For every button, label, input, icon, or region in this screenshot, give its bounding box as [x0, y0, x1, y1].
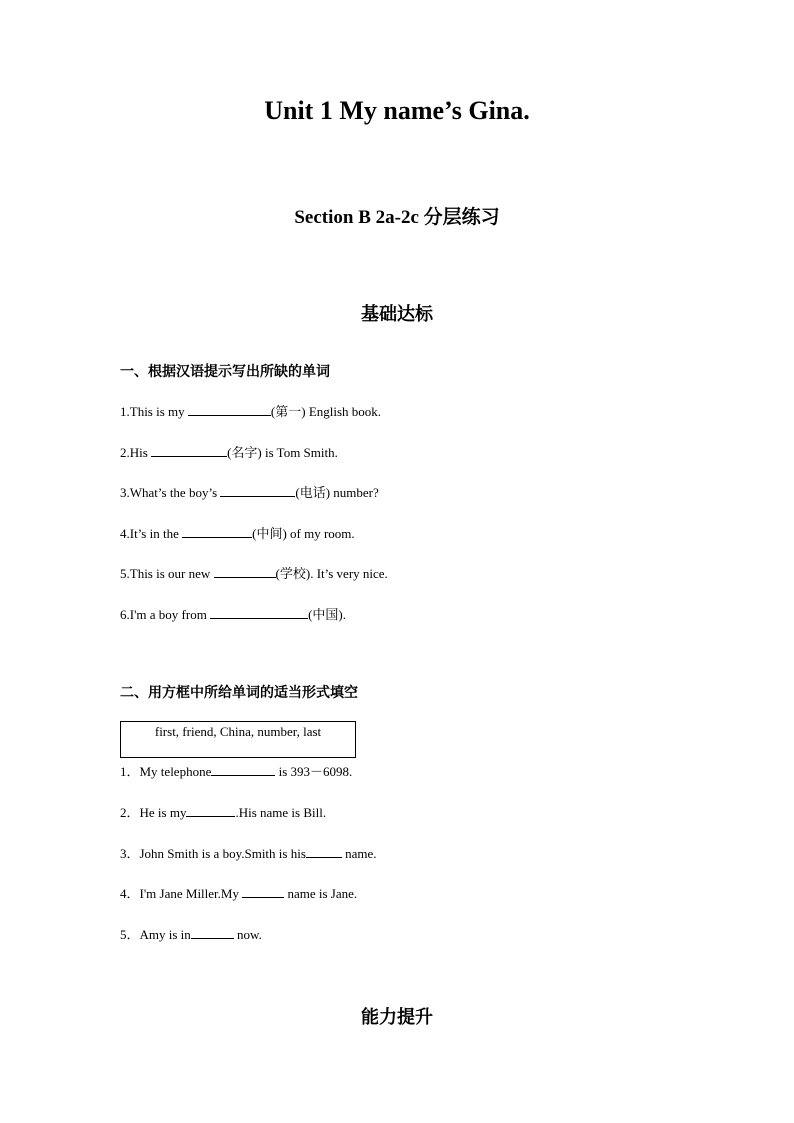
exercise-line [120, 883, 357, 902]
exercise-line [120, 401, 381, 420]
page-title: Unit 1 My name’s Gina. [264, 96, 530, 125]
exercise-text-before: 5.This is our new [120, 566, 214, 581]
exercise-text-before: 5．Amy is in [120, 927, 191, 942]
exercise-text-before: 2.His [120, 445, 152, 460]
exercise-line [120, 563, 388, 582]
answer-blank[interactable] [182, 524, 252, 538]
page-subtitle: Section B 2a-2c 分层练习 [294, 207, 500, 228]
exercise-text-after: (第一) English book. [270, 404, 382, 419]
exercise-line [120, 843, 377, 862]
exercise-line [120, 924, 262, 943]
answer-blank[interactable] [151, 443, 227, 457]
exercise-line [120, 442, 338, 461]
exercise-text-after: is 393－6098. [275, 764, 353, 779]
exercise-line [120, 482, 379, 501]
exercise-line [120, 802, 326, 821]
exercise-text-after: name is Jane. [284, 886, 358, 901]
exercise-text-after: .His name is Bill. [235, 805, 327, 820]
exercise-text-after: (电话) number? [295, 485, 379, 500]
exercise-text-before: 6.I'm a boy from [120, 607, 211, 622]
exercise-text-after: name. [341, 846, 377, 861]
exercise-text-after: (中间) of my room. [252, 526, 355, 541]
exercise-line [120, 523, 355, 542]
exercise-text-before: 3．John Smith is a boy.Smith is his [120, 846, 306, 861]
exercise-text-before: 1.This is my [120, 404, 188, 419]
exercise-line [120, 761, 352, 780]
exercise-text-before: 2．He is my [120, 805, 187, 820]
exercise-text-before: 3.What’s the boy’s [120, 485, 221, 500]
exercise-text-after: (学校). It’s very nice. [275, 566, 388, 581]
answer-blank[interactable] [220, 483, 295, 497]
answer-blank[interactable] [306, 844, 342, 858]
level-advanced-heading: 能力提升 [361, 1007, 433, 1027]
answer-blank[interactable] [186, 803, 235, 817]
answer-blank[interactable] [211, 762, 275, 776]
answer-blank[interactable] [242, 884, 284, 898]
exercise-text-after: (名字) is Tom Smith. [227, 445, 338, 460]
level-basic-heading: 基础达标 [361, 304, 433, 324]
exercise-text-before: 1．My telephone [120, 764, 212, 779]
word-box: first, friend, China, number, last [120, 721, 356, 758]
section2-heading: 二、用方框中所给单词的适当形式填空 [120, 686, 358, 701]
exercise-text-after: (中国). [308, 607, 346, 622]
answer-blank[interactable] [214, 564, 276, 578]
section1-heading: 一、根据汉语提示写出所缺的单词 [120, 365, 330, 380]
exercise-line [120, 604, 346, 623]
exercise-text-before: 4．I'm Jane Miller.My [120, 886, 243, 901]
answer-blank[interactable] [191, 925, 234, 939]
answer-blank[interactable] [188, 402, 271, 416]
exercise-text-after: now. [233, 927, 262, 942]
exercise-text-before: 4.It’s in the [120, 526, 183, 541]
answer-blank[interactable] [210, 605, 308, 619]
